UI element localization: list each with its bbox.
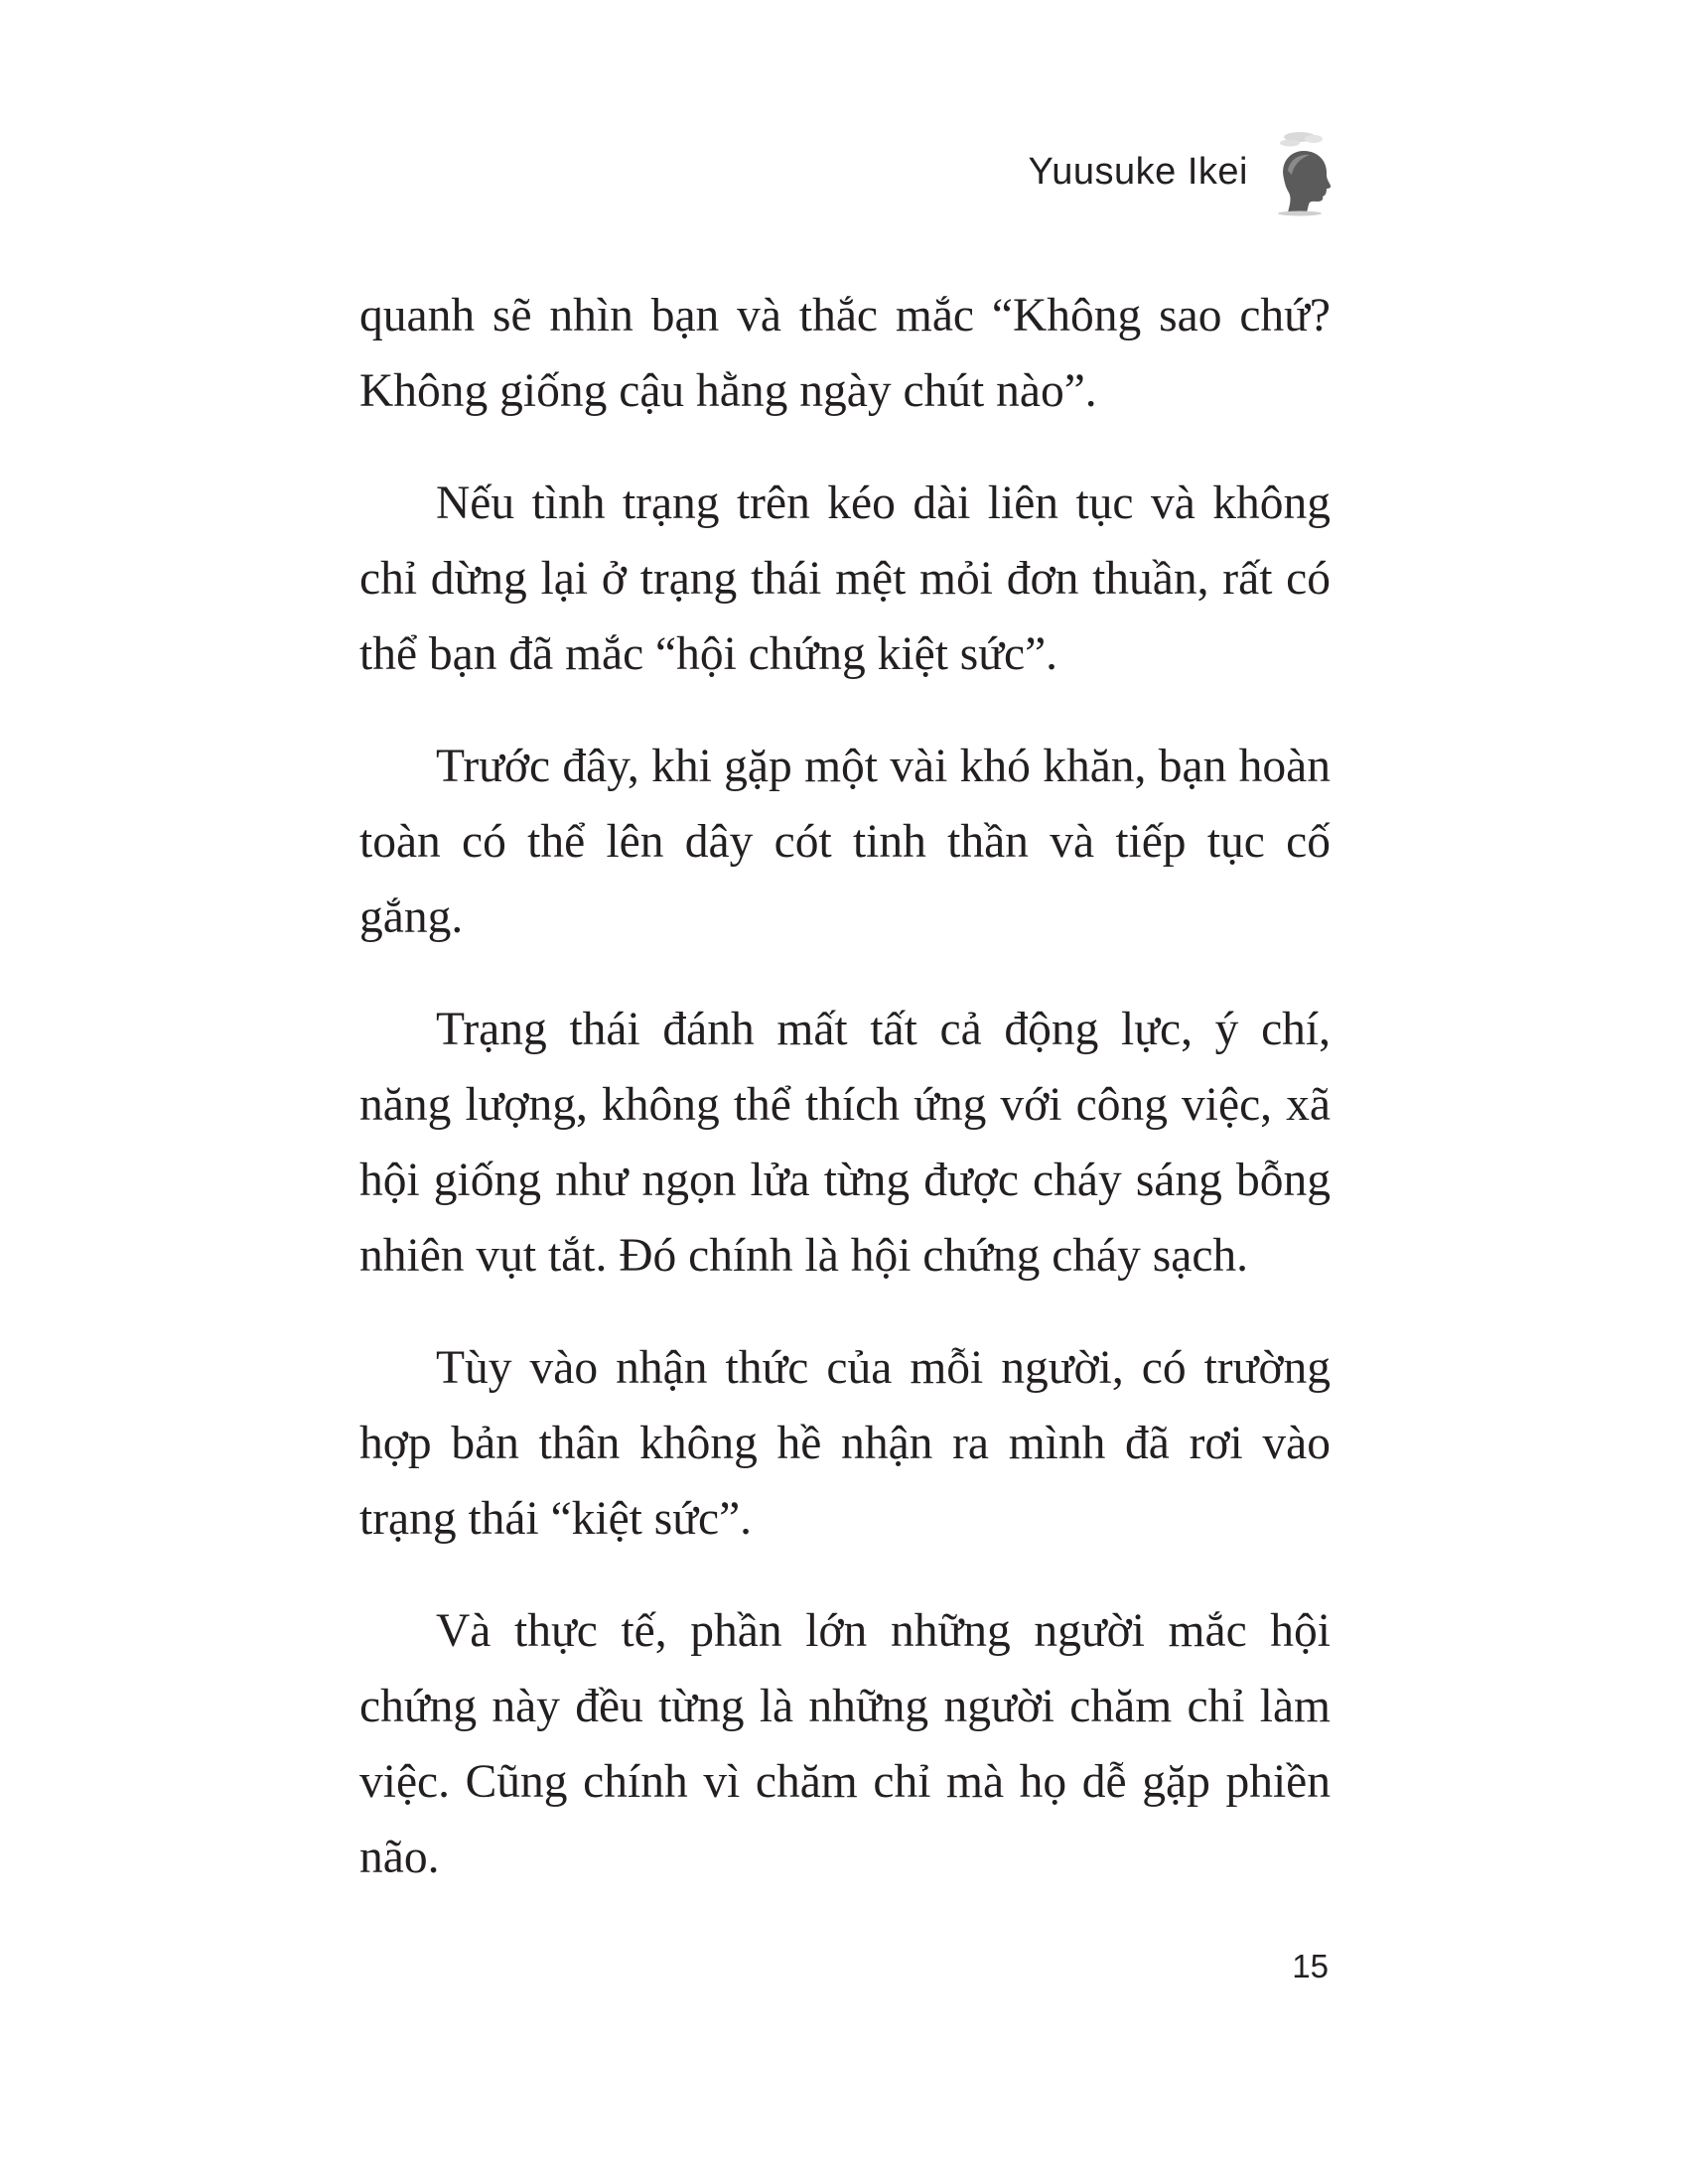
head-silhouette-icon: [1270, 127, 1336, 216]
author-name: Yuusuke Ikei: [1028, 150, 1248, 193]
paragraph: Trạng thái đánh mất tất cả động lực, ý chí, năng lượng, không thể thích ứng với công việc, xã hội giống như ngọn lửa từng được cháy sáng bỗng nhiên vụt tắt. Đó chính là hội chứng cháy sạch.: [359, 1004, 1331, 1282]
running-header: [1029, 127, 1336, 216]
paragraph: Và thực tế, phần lớn những người mắc hội chứng này đều từng là những người chăm chỉ làm việc. Cũng chính vì chăm chỉ mà họ dễ gặp phiền não.: [359, 1605, 1331, 1883]
body-text: [359, 278, 1331, 1932]
page-number: 15: [1292, 1948, 1329, 1984]
paragraph: quanh sẽ nhìn bạn và thắc mắc “Không sao chứ? Không giống cậu hằng ngày chút nào”.: [359, 290, 1331, 417]
paragraph: Trước đây, khi gặp một vài khó khăn, bạn hoàn toàn có thể lên dây cót tinh thần và tiếp tục cố gắng.: [359, 741, 1331, 943]
paragraph: Tùy vào nhận thức của mỗi người, có trường hợp bản thân không hề nhận ra mình đã rơi vào trạng thái “kiệt sức”.: [359, 1342, 1331, 1545]
paragraph: Nếu tình trạng trên kéo dài liên tục và không chỉ dừng lại ở trạng thái mệt mỏi đơn thuần, rất có thể bạn đã mắc “hội chứng kiệt sức”.: [359, 478, 1331, 680]
